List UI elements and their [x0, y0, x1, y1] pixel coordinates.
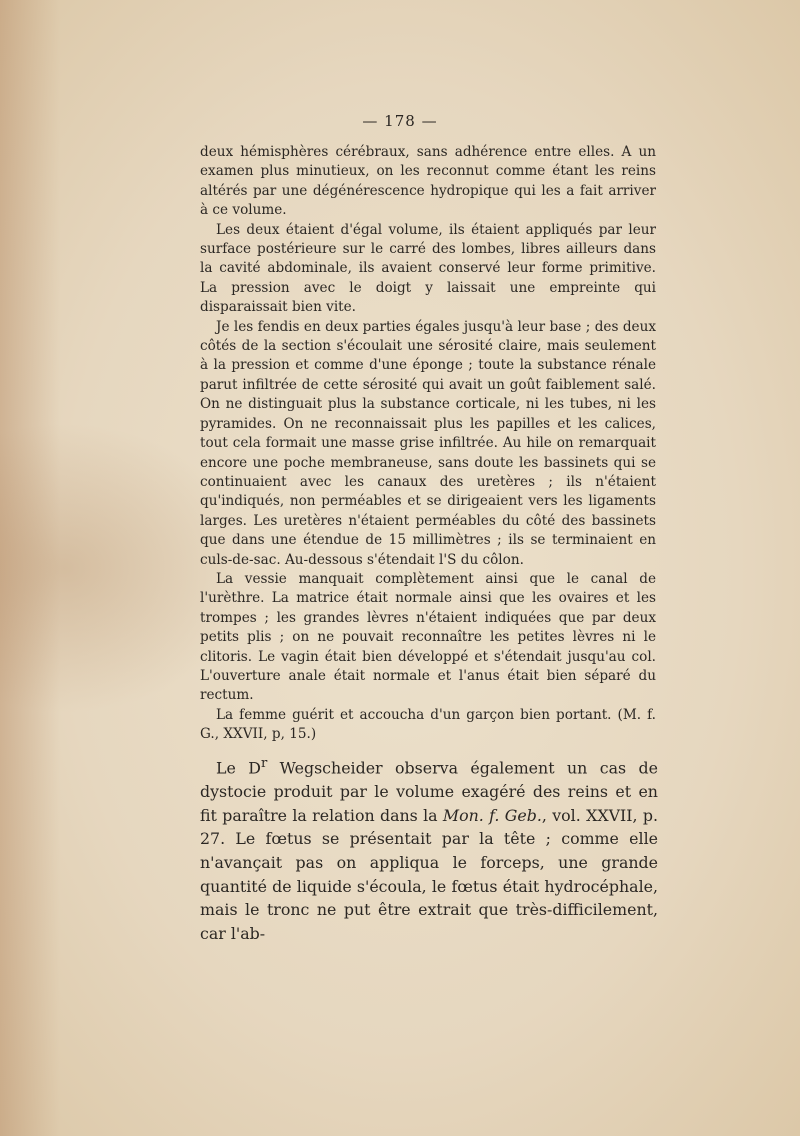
- page-number: — 178 —: [362, 112, 438, 130]
- paragraph-vessie: La vessie manquait complètement ainsi que le canal de l'urèthre. La matrice était normale ainsi que les ovaires et les trompes ; les grandes lèvres n'étaient indiquées que par deux petits plis ; on ne pouvait reconnaître les petites lèvres ni le clitoris. Le vagin était bien développé et s'étendait jusqu'au col. L'ouverture anale était normale et l'anus était bien séparé du rectum.: [200, 570, 656, 704]
- text-run: Le D: [216, 758, 261, 778]
- journal-title: Mon. f. Geb.: [442, 805, 542, 825]
- page-edge-stain: [0, 0, 60, 1136]
- paragraph-guerison: La femme guérit et accoucha d'un garçon bien portant. (M. f. G., XXVII, p, 15.): [200, 706, 656, 743]
- paragraph-wegscheider: [200, 752, 658, 946]
- paragraph-section: Je les fendis en deux parties égales jusqu'à leur base ; des deux côtés de la section s'écoulait une sérosité claire, mais seulement à la pression et comme d'une éponge ; toute la substance rénale parut infiltrée de cette sérosité qui avait un goût faiblement salé. On ne distinguait plus la substance corticale, ni les tubes, ni les pyramides. On ne reconnaissait plus les papilles et les calices, tout cela formait une masse grise infiltrée. Au hile on remarquait encore une poche membraneuse, sans doute les bassinets qui se continuaient avec les canaux des uretères ; ils n'étaient qu'indiqués, non perméables et se dirigeaient vers les ligaments larges. Les uretères n'étaient perméables du côté des bassinets que dans une étendue de 15 millimètres ; ils se terminaient en culs-de-sac. Au-dessous s'étendait l'S du côlon.: [200, 318, 656, 568]
- small-print-section: [200, 143, 656, 745]
- paragraph-hemispheres: deux hémisphères cérébraux, sans adhérence entre elles. A un examen plus minutieux, on les reconnut comme étant les reins altérés par une dégénérescence hydropique qui les a fait arriver à ce volume.: [200, 144, 656, 219]
- main-text-section: [200, 752, 658, 946]
- superscript: r: [260, 756, 268, 771]
- paragraph-volume: Les deux étaient d'égal volume, ils étaient appliqués par leur surface postérieure sur le carré des lombes, libres ailleurs dans la cavité abdominale, ils avaient conservé leur forme primitive. La pression avec le doigt y laissait une empreinte qui disparaissait bien vite.: [200, 221, 656, 316]
- text-run: Wegscheider observa également un cas de dystocie produit par le volume exagéré des reins et en fit paraître la relation dans la: [200, 758, 659, 825]
- text-run: , vol. XXVII, p. 27. Le fœtus se présentait par la tête ; comme elle n'avançait pas on appliqua le forceps, une grande quantité de liquide s'écoula, le fœtus était hydrocéphale, mais le tronc ne put être extrait que très-difficilement, car l'ab-: [200, 805, 658, 944]
